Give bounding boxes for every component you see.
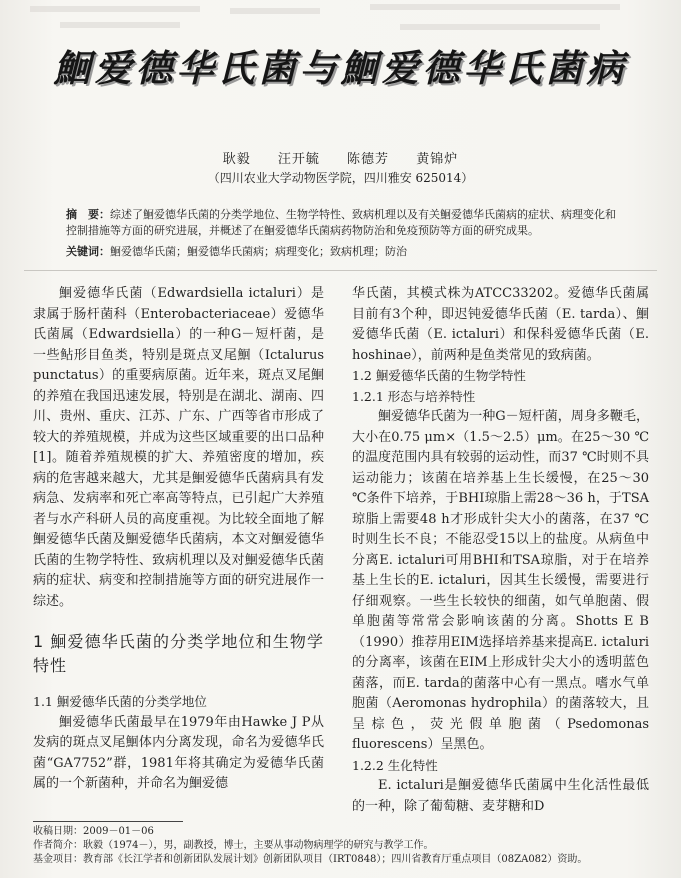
intro-paragraph: 鮰爱德华氏菌（Edwardsiella ictaluri）是隶属于肠杆菌科（Enterobacteriaceae）爱德华氏菌属（Edwardsiella）的一种G－短杆菌，是一些鲇形目鱼类，特别是斑点叉尾鮰（Ictalurus punctatus）的重要病原菌。近年来，斑点叉尾鮰的养殖在我国迅速发展，特别是在湖北、湖南、四川、贵州、重庆、江苏、广东、广西等省市形成了较大的养殖规模，并成为这些区域重要的出口品种[1]。随着养殖规模的扩大、养殖密度的增加，疾病的危害越来越大，尤其是鮰爱德华氏菌病具有发病急、发病率和死亡率高等特点，已引起广大养殖者与水产科研人员的高度重视。为比较全面地了解鮰爱德华氏菌及鮰爱德华氏菌病，本文对鮰爱德华氏菌的生物学特性、致病机理以及对鮰爱德华氏菌病的症状、病变和控制措施等方面的研究进展作一综述。: [33, 286, 324, 609]
section-1-2-2-paragraph: E. ictaluri是鮰爱德华氏菌属中生化活性最低的一种，除了葡萄糖、麦芽糖和D: [352, 778, 649, 814]
received-date: 收稿日期：2009－01－06: [33, 826, 154, 837]
abstract-label: 摘 要：: [66, 208, 110, 221]
continued-paragraph: 华氏菌，其模式株为ATCC33202。爱德华氏菌属目前有3个种，即迟钝爱德华氏菌（E. tarda）、鮰爱德华氏菌（E. ictaluri）和保科爱德华氏菌（E. hoshinae），前两种是鱼类常见的致病菌。: [352, 286, 649, 363]
funding-info: 基金项目：教育部《长江学者和创新团队发展计划》创新团队项目（IRT0848）；四川省教育厅重点项目（08ZA082）资助。: [33, 854, 588, 865]
footnote-divider: [33, 821, 183, 822]
divider: [24, 270, 657, 271]
keywords-label: 关键词：: [66, 245, 110, 258]
keywords-text: 鮰爱德华氏菌；鮰爱德华氏菌病；病理变化；致病机理；防治: [110, 245, 407, 258]
section-1-1-paragraph: 鮰爱德华氏菌最早在1979年由Hawke J P从发病的斑点叉尾鮰体内分离发现，命名为爱德华氏菌“GA7752”群，1981年将其确定为爱德华氏菌属的一个新菌种，并命名为鮰爱德: [33, 714, 324, 791]
abstract: [66, 207, 626, 239]
right-column: [352, 284, 649, 817]
affiliation: （四川农业大学动物医学院，四川雅安 625014）: [207, 171, 474, 185]
author-bio: 作者简介：耿毅（1974－），男，副教授，博士，主要从事动物病理学的研究与教学工作。: [33, 840, 434, 851]
keywords: [66, 244, 626, 260]
section-1-heading: 1 鮰爱德华氏菌的分类学地位和生物学特性: [33, 632, 324, 675]
section-1-2-2-heading: 1.2.2 生化特性: [352, 757, 438, 773]
show-through-text: [0, 0, 681, 40]
article-title: 鮰爱德华氏菌与鮰爱德华氏菌病: [53, 47, 628, 90]
abstract-text: 综述了鮰爱德华氏菌的分类学地位、生物学特性、致病机理以及有关鮰爱德华氏菌病的症状、病理变化和控制措施等方面的研究进展，并概述了在鮰爱德华氏菌病药物防治和免疫预防等方面的研究成果。: [66, 208, 616, 237]
section-1-1-heading: 1.1 鮰爱德华氏菌的分类学地位: [33, 694, 207, 709]
section-1-2-1-paragraph: 鮰爱德华氏菌为一种G－短杆菌，周身多鞭毛，大小在0.75 μm×（1.5～2.5）μm。在25～30 ℃的温度范围内具有较弱的运动性，而37 ℃时则不具运动能力；该菌在培养基上生长缓慢，在25～30 ℃条件下培养，于BHI琼脂上需28～36 h，于TSA琼脂上需要48 h才形成针尖大小的菌落，在37 ℃时则生长不良；不能忍受15以上的盐度。从病鱼中分离E. ictaluri可用BHI和TSA琼脂，对于在培养基上生长的E. ictaluri，因其生长缓慢，需要进行仔细观察。一些生长较快的细菌，如气单胞菌、假单胞菌等常常会影响该菌的分离。Shotts E B（1990）推荐用EIM选择培养基来提高E. ictaluri的分离率，该菌在EIM上形成针尖大小的透明蓝色菌落，而E. tarda的菌落中心有一黑点。嗜水气单胞菌（Aeromonas hydrophila）的菌落较大，且呈棕色，荧光假单胞菌（Psedomonas fluorescens）呈黑色。: [352, 409, 649, 752]
author-list: 耿毅 汪开毓 陈德芳 黄锦炉: [222, 152, 459, 167]
left-column: [33, 284, 324, 795]
section-1-2-1-heading: 1.2.1 形态与培养特性: [352, 388, 476, 404]
footnotes: [33, 825, 653, 867]
section-1-2-heading: 1.2 鮰爱德华氏菌的生物学特性: [352, 368, 526, 383]
